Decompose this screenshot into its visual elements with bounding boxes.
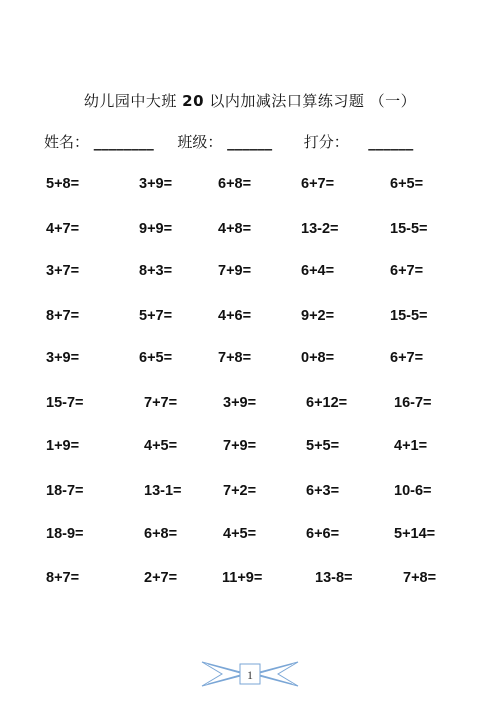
problem-row — [0, 483, 500, 503]
problem-item: 16-7= — [394, 395, 432, 411]
problem-item: 6+3= — [306, 483, 340, 499]
problem-item: 4+5= — [144, 438, 178, 454]
problem-item: 10-6= — [394, 483, 432, 499]
page-title — [0, 90, 500, 111]
problem-item: 6+6= — [306, 526, 340, 542]
page-number: 1 — [247, 668, 253, 682]
problem-item: 6+5= — [390, 176, 424, 192]
name-blank: ________ — [93, 133, 154, 151]
problem-item: 7+9= — [218, 263, 252, 279]
problem-item: 13-1= — [144, 483, 182, 499]
problem-item: 8+7= — [46, 308, 80, 324]
problem-row — [0, 350, 500, 370]
problem-item: 3+9= — [46, 350, 80, 366]
problem-item: 18-7= — [46, 483, 84, 499]
problem-item: 6+8= — [144, 526, 178, 542]
problem-row — [0, 308, 500, 328]
problem-item: 6+7= — [390, 263, 424, 279]
problem-item: 18-9= — [46, 526, 84, 542]
problem-item: 0+8= — [301, 350, 335, 366]
title-number: 20 — [182, 92, 205, 110]
problem-item: 4+6= — [218, 308, 252, 324]
problem-item: 2+7= — [144, 570, 178, 586]
problem-item: 13-8= — [315, 570, 353, 586]
problem-item: 11+9= — [222, 570, 263, 586]
problem-item: 7+8= — [403, 570, 437, 586]
problem-item: 4+1= — [394, 438, 428, 454]
problem-item: 6+4= — [301, 263, 335, 279]
problem-row — [0, 263, 500, 283]
problem-item: 6+8= — [218, 176, 252, 192]
problem-item: 9+2= — [301, 308, 335, 324]
page-number-ornament — [200, 658, 300, 690]
problem-item: 7+9= — [223, 438, 257, 454]
title-prefix: 幼儿园中大班 — [83, 92, 177, 110]
title-suffix: 以内加减法口算练习题 （一） — [209, 92, 417, 110]
problem-item: 15-7= — [46, 395, 84, 411]
problem-item: 4+7= — [46, 221, 80, 237]
problem-row — [0, 395, 500, 415]
problem-row — [0, 570, 500, 590]
problem-item: 9+9= — [139, 221, 173, 237]
problem-item: 7+7= — [144, 395, 178, 411]
problem-row — [0, 526, 500, 546]
problem-item: 6+7= — [301, 176, 335, 192]
problem-row — [0, 438, 500, 458]
score-blank: ______ — [368, 133, 414, 151]
problem-item: 5+14= — [394, 526, 436, 542]
problem-item: 6+7= — [390, 350, 424, 366]
problem-item: 5+7= — [139, 308, 173, 324]
problem-item: 3+7= — [46, 263, 80, 279]
problem-row — [0, 221, 500, 241]
problem-item: 4+8= — [218, 221, 252, 237]
problem-item: 6+5= — [139, 350, 173, 366]
problem-item: 4+5= — [223, 526, 257, 542]
problem-item: 3+9= — [139, 176, 173, 192]
problem-item: 5+8= — [46, 176, 80, 192]
class-label: 班级： — [177, 133, 223, 151]
score-label: 打分： — [303, 133, 349, 151]
class-blank: ______ — [227, 133, 273, 151]
problem-item: 5+5= — [306, 438, 340, 454]
student-info — [44, 131, 413, 152]
problem-item: 6+12= — [306, 395, 348, 411]
problem-item: 15-5= — [390, 221, 428, 237]
problem-item: 13-2= — [301, 221, 339, 237]
problem-item: 7+2= — [223, 483, 257, 499]
problem-item: 8+7= — [46, 570, 80, 586]
name-label: 姓名： — [44, 133, 90, 151]
problem-item: 1+9= — [46, 438, 80, 454]
problem-row — [0, 176, 500, 196]
problem-item: 7+8= — [218, 350, 252, 366]
problem-item: 3+9= — [223, 395, 257, 411]
problem-item: 8+3= — [139, 263, 173, 279]
problem-item: 15-5= — [390, 308, 428, 324]
